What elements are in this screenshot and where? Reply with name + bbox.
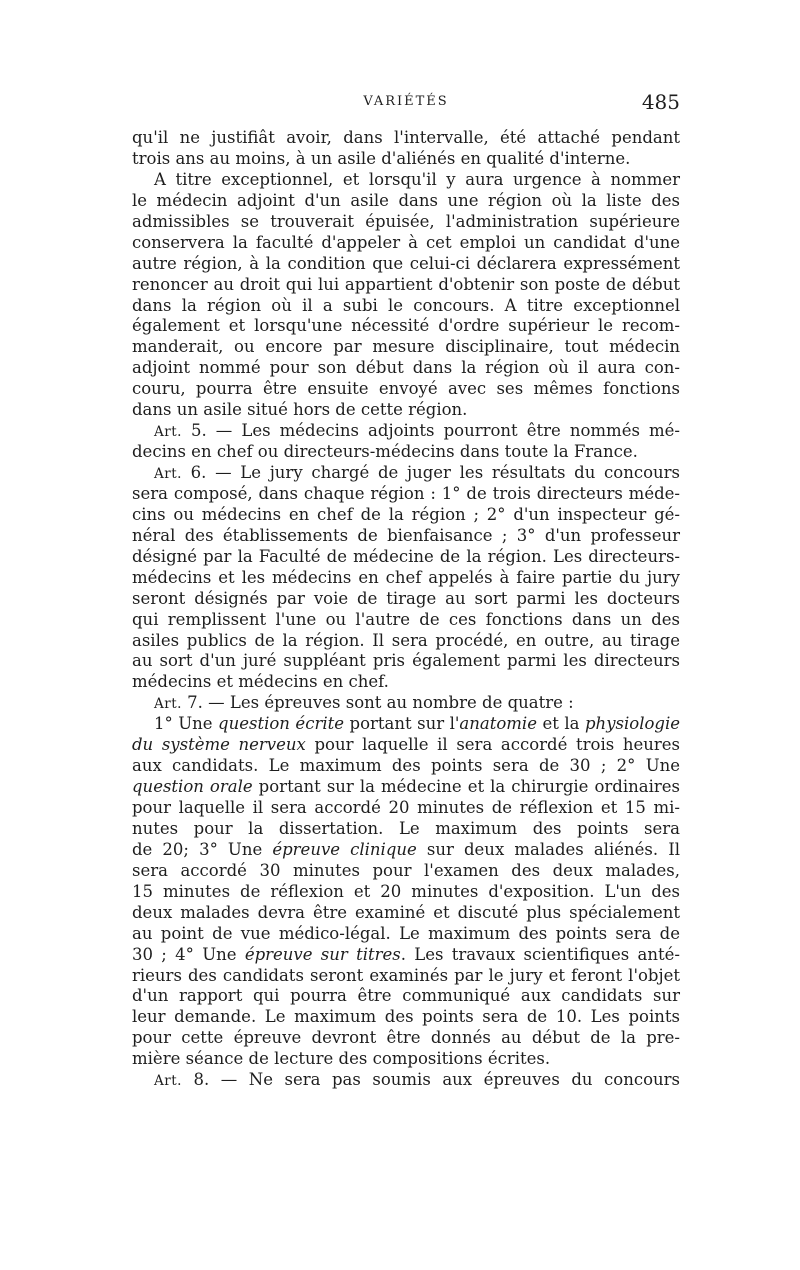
text-line: conservera la faculté d'appeler à cet emploi un candidat d'une bbox=[132, 232, 680, 252]
text-line: mière séance de lecture des compositions écrites. bbox=[132, 1049, 551, 1069]
text-line: 1° Une question écrite portant sur l'anatomie et la physiologie bbox=[154, 714, 681, 734]
text-line: 30 ; 4° Une épreuve sur titres. Les travaux scientifiques anté- bbox=[132, 944, 680, 964]
text-line: renoncer au droit qui lui appartient d'obtenir son poste de début bbox=[132, 274, 680, 294]
text-line: asiles publics de la région. Il sera procédé, en outre, au tirage bbox=[132, 630, 680, 650]
text-line: admissibles se trouverait épuisée, l'administration supérieure bbox=[132, 211, 680, 231]
text-line: d'un rapport qui pourra être communiqué aux candidats sur bbox=[132, 986, 680, 1006]
text-line: de 20; 3° Une épreuve clinique sur deux malades aliénés. Il bbox=[132, 839, 680, 859]
text-line: Art. 5. — Les médecins adjoints pourront être nommés mé- bbox=[154, 421, 680, 441]
text-line: nutes pour la dissertation. Le maximum des points sera bbox=[132, 818, 680, 838]
text-line: sera composé, dans chaque région : 1° de trois directeurs méde- bbox=[132, 483, 680, 503]
text-line: néral des établissements de bienfaisance ; 3° d'un professeur bbox=[132, 525, 680, 545]
text-line: cins ou médecins en chef de la région ; 2° d'un inspecteur gé- bbox=[132, 504, 680, 524]
text-line: couru, pourra être ensuite envoyé avec ses mêmes fonctions bbox=[132, 379, 680, 399]
text-line: également et lorsqu'une nécessité d'ordre supérieur le recom- bbox=[132, 316, 680, 336]
text-line: A titre exceptionnel, et lorsqu'il y aura urgence à nommer bbox=[154, 169, 680, 189]
text-line: dans un asile situé hors de cette région. bbox=[132, 400, 468, 420]
text-line: Art. 7. — Les épreuves sont au nombre de quatre : bbox=[154, 693, 574, 713]
text-line: 15 minutes de réflexion et 20 minutes d'exposition. L'un des bbox=[132, 881, 680, 901]
text-line: deux malades devra être examiné et discuté plus spécialement bbox=[132, 902, 680, 922]
text-line: désigné par la Faculté de médecine de la région. Les directeurs- bbox=[132, 546, 680, 566]
text-line: du système nerveux pour laquelle il sera accordé trois heures bbox=[132, 735, 680, 755]
text-line: sera accordé 30 minutes pour l'examen des deux malades, bbox=[132, 860, 680, 880]
body-text bbox=[132, 128, 680, 1091]
text-line: rieurs des candidats seront examinés par le jury et feront l'objet bbox=[132, 965, 680, 985]
running-head bbox=[132, 86, 680, 116]
text-line: manderait, ou encore par mesure disciplinaire, tout médecin bbox=[132, 337, 680, 357]
text-line: trois ans au moins, à un asile d'aliénés en qualité d'interne. bbox=[132, 148, 631, 168]
text-line: Art. 8. — Ne sera pas soumis aux épreuves du concours bbox=[154, 1070, 680, 1090]
text-line: qui remplissent l'une ou l'autre de ces fonctions dans un des bbox=[132, 609, 680, 629]
text-line: au point de vue médico-légal. Le maximum des points sera de bbox=[132, 923, 680, 943]
text-line: dans la région où il a subi le concours. A titre exceptionnel bbox=[132, 295, 680, 315]
text-line: qu'il ne justifiât avoir, dans l'intervalle, été attaché pendant bbox=[132, 128, 680, 147]
text-line: Art. 6. — Le jury chargé de juger les résultats du concours bbox=[154, 463, 680, 482]
text-line: médecins et les médecins en chef appelés à faire partie du jury bbox=[132, 567, 680, 587]
text-line: pour laquelle il sera accordé 20 minutes de réflexion et 15 mi- bbox=[132, 798, 680, 817]
text-line: question orale portant sur la médecine et la chirurgie ordinaires bbox=[132, 777, 680, 797]
text-line: leur demande. Le maximum des points sera de 10. Les points bbox=[132, 1007, 680, 1027]
text-line: adjoint nommé pour son début dans la région où il aura con- bbox=[132, 358, 680, 378]
text-line: aux candidats. Le maximum des points sera de 30 ; 2° Une bbox=[132, 756, 680, 776]
text-line: le médecin adjoint d'un asile dans une région où la liste des bbox=[132, 190, 680, 210]
text-line: autre région, à la condition que celui-ci déclarera expressément bbox=[132, 253, 680, 273]
page-number: 485 bbox=[641, 90, 680, 114]
running-head-title: VARIÉTÉS bbox=[363, 94, 449, 109]
text-line: decins en chef ou directeurs-médecins dans toute la France. bbox=[132, 442, 638, 462]
text-line: médecins et médecins en chef. bbox=[132, 672, 389, 692]
text-line: au sort d'un juré suppléant pris également parmi les directeurs bbox=[132, 651, 680, 671]
text-line: pour cette épreuve devront être donnés au début de la pre- bbox=[132, 1028, 680, 1048]
text-line: seront désignés par voie de tirage au sort parmi les docteurs bbox=[132, 588, 680, 608]
